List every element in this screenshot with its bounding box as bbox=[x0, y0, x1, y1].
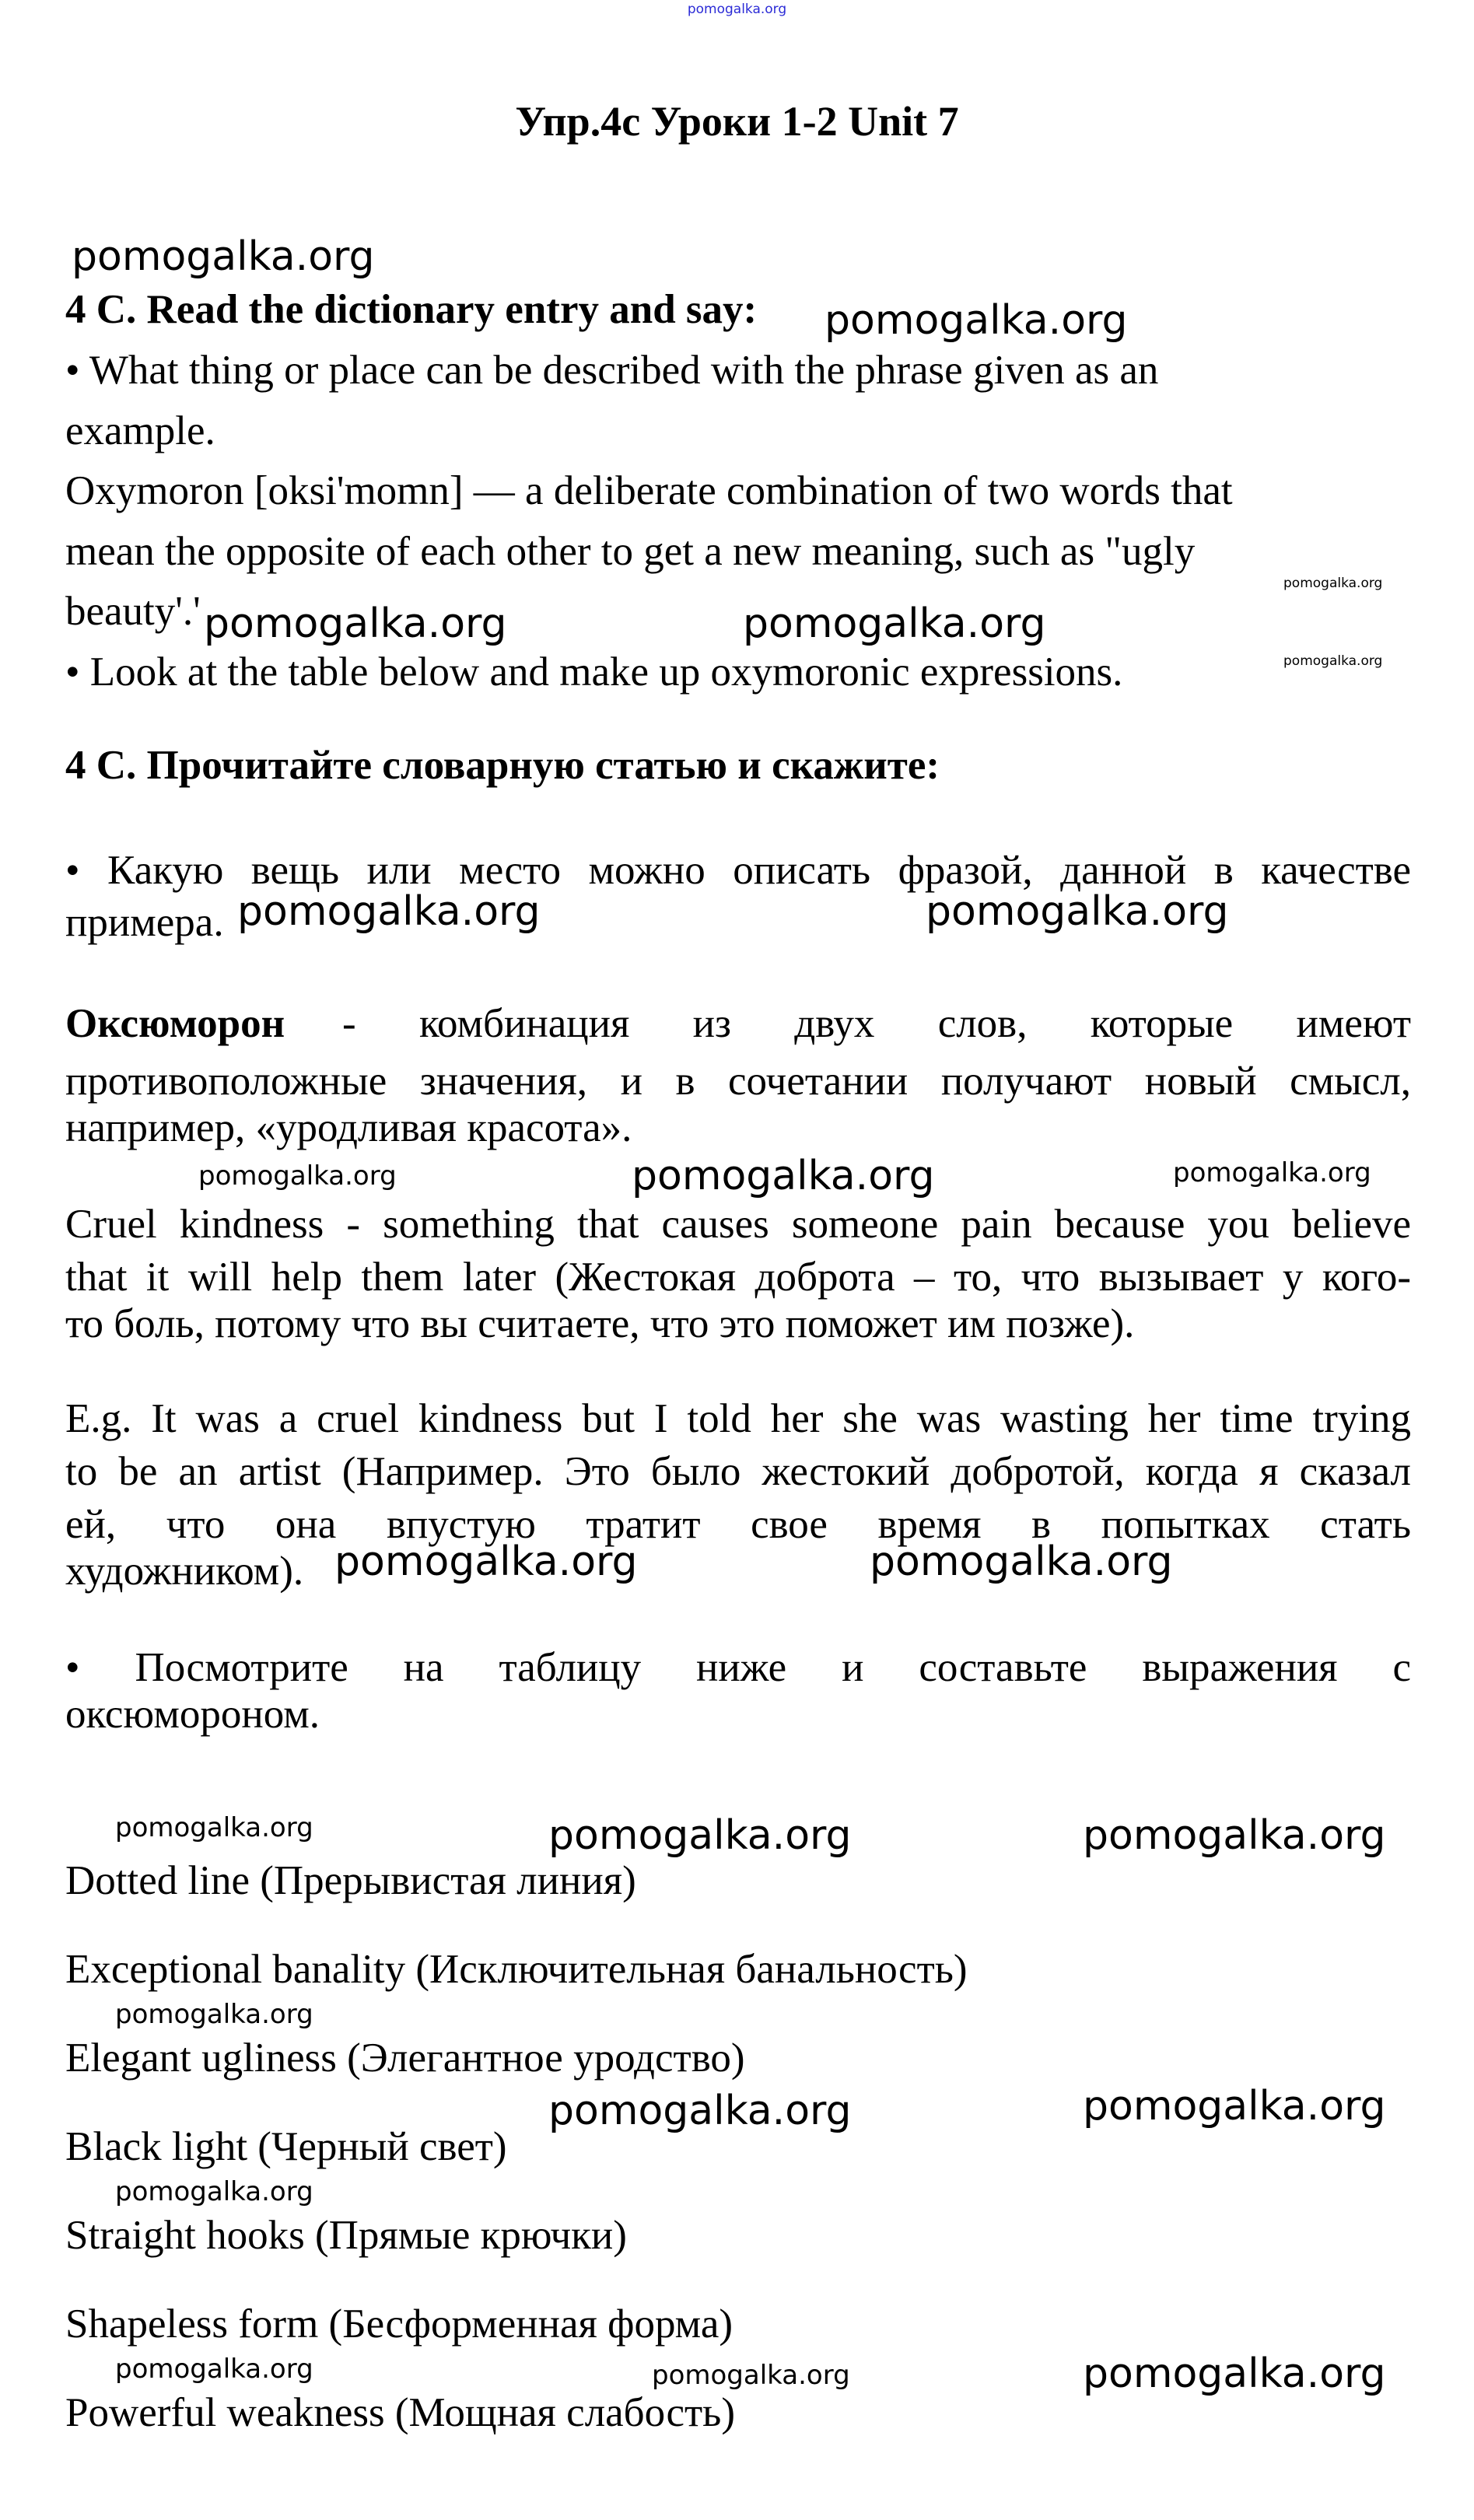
english-heading: 4 C. Read the dictionary entry and say: bbox=[65, 287, 758, 332]
example-line-4: художником). bbox=[65, 1549, 304, 1594]
watermark: pomogalka.org bbox=[632, 1153, 935, 1199]
watermark: pomogalka.org bbox=[548, 2088, 852, 2134]
watermark: pomogalka.org bbox=[198, 1160, 397, 1192]
russian-definition-line-3: например, «уродливая красота». bbox=[65, 1105, 632, 1150]
watermark: pomogalka.org bbox=[72, 233, 375, 280]
watermark: pomogalka.org bbox=[825, 297, 1128, 344]
expression-item: Shapeless form (Бесформенная форма) bbox=[65, 2301, 733, 2347]
watermark: pomogalka.org bbox=[334, 1538, 638, 1585]
expression-item: Black light (Черный свет) bbox=[65, 2124, 507, 2169]
watermark: pomogalka.org bbox=[115, 1999, 313, 2030]
watermark: pomogalka.org bbox=[652, 2360, 850, 2391]
english-bullet-1: • What thing or place can be described with the phrase given as an bbox=[65, 348, 1159, 393]
example-line-2: to be an artist (Например. Это было жестокий добротой, когда я сказал bbox=[65, 1449, 1411, 1494]
cruel-kindness-line-3: то боль, потому что вы считаете, что это поможет им позже). bbox=[65, 1301, 1135, 1346]
russian-bullet-1-cont: примера. bbox=[65, 900, 224, 945]
oxymoron-definition-line-2: mean the opposite of each other to get a new meaning, such as "ugly bbox=[65, 529, 1196, 574]
watermark: pomogalka.org bbox=[1083, 2350, 1386, 2397]
example-line-1: E.g. It was a cruel kindness but I told her she was wasting her time trying bbox=[65, 1396, 1411, 1441]
oxymoron-definition-line-3: beauty'.' bbox=[65, 589, 201, 634]
russian-bullet-1: • Какую вещь или место можно описать фразой, данной в качестве bbox=[65, 848, 1411, 893]
watermark: pomogalka.org bbox=[115, 1812, 313, 1843]
english-bullet-1-cont: example. bbox=[65, 408, 215, 453]
example-line-3: ей, что она впустую тратит свое время в попытках стать bbox=[65, 1502, 1411, 1547]
english-bullet-2: • Look at the table below and make up oxymoronic expressions. bbox=[65, 649, 1123, 695]
expression-item: Powerful weakness (Мощная слабость) bbox=[65, 2390, 735, 2435]
oxymoron-definition-line-1: Oxymoron [oksi'momn] — a deliberate combination of two words that bbox=[65, 468, 1233, 513]
russian-definition-line-2: противоположные значения, и в сочетании получают новый смысл, bbox=[65, 1059, 1411, 1104]
watermark: pomogalka.org bbox=[1083, 1812, 1386, 1859]
watermark: pomogalka.org bbox=[1083, 2083, 1386, 2130]
watermark: pomogalka.org bbox=[204, 600, 507, 647]
watermark: pomogalka.org bbox=[115, 2176, 313, 2207]
russian-definition-line-1: - комбинация из двух слов, которые имеют bbox=[342, 1001, 1411, 1046]
watermark: pomogalka.org bbox=[1173, 1157, 1371, 1188]
oxymoron-term: Оксюморон bbox=[65, 1001, 285, 1046]
russian-heading: 4 С. Прочитайте словарную статью и скажите: bbox=[65, 743, 940, 788]
cruel-kindness-line-1: Cruel kindness - something that causes someone pain because you believe bbox=[65, 1202, 1411, 1247]
watermark: pomogalka.org bbox=[115, 2354, 313, 2385]
watermark: pomogalka.org bbox=[926, 888, 1229, 935]
page-title: Упр.4с Уроки 1-2 Unit 7 bbox=[515, 98, 959, 145]
expression-item: Elegant ugliness (Элегантное уродство) bbox=[65, 2035, 745, 2081]
expression-item: Dotted line (Прерывистая линия) bbox=[65, 1858, 636, 1903]
watermark: pomogalka.org bbox=[743, 600, 1046, 647]
russian-bullet-2: • Посмотрите на таблицу ниже и составьте выражения с bbox=[65, 1645, 1411, 1690]
watermark: pomogalka.org bbox=[548, 1812, 852, 1859]
cruel-kindness-line-2: that it will help them later (Жестокая доброта – то, что вызывает у кого- bbox=[65, 1255, 1411, 1300]
expression-item: Straight hooks (Прямые крючки) bbox=[65, 2213, 627, 2258]
watermark: pomogalka.org bbox=[1283, 576, 1383, 591]
watermark: pomogalka.org bbox=[870, 1538, 1173, 1585]
expression-item: Exceptional banality (Исключительная банальность) bbox=[65, 1947, 968, 1992]
russian-bullet-2-cont: оксюмороном. bbox=[65, 1692, 320, 1737]
watermark: pomogalka.org bbox=[237, 888, 541, 935]
watermark: pomogalka.org bbox=[1283, 653, 1383, 669]
site-link[interactable]: pomogalka.org bbox=[687, 2, 787, 17]
